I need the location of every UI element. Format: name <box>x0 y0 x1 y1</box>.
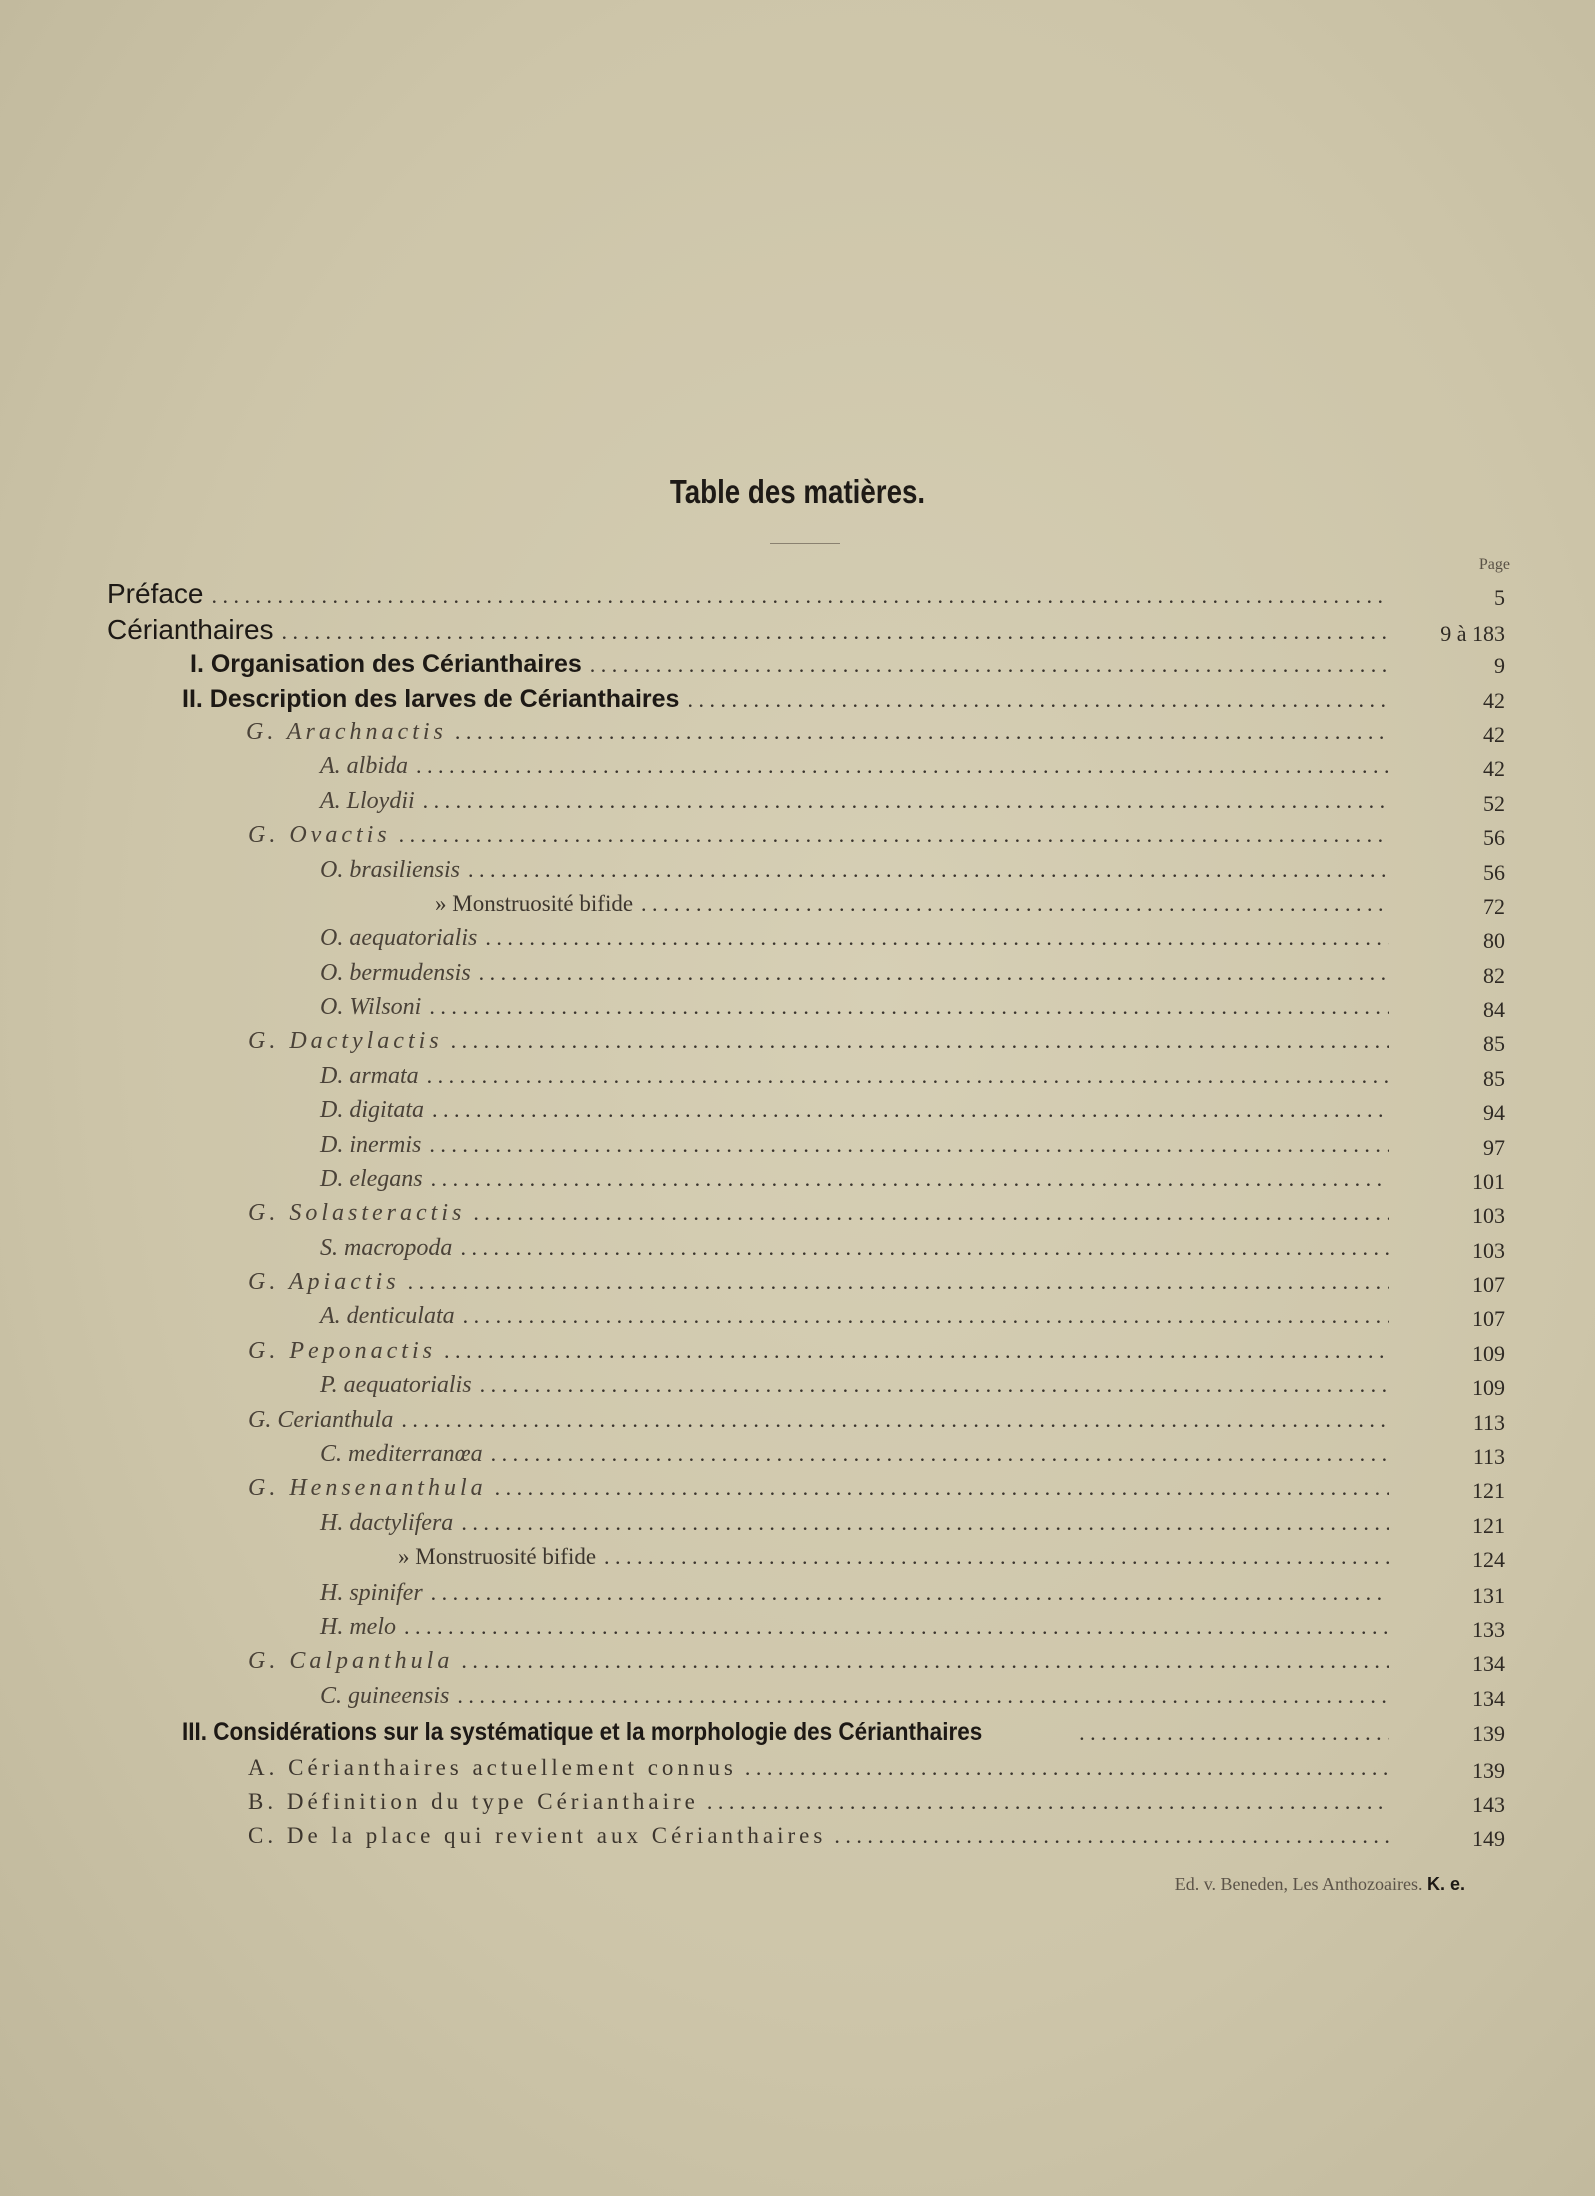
leader-dots <box>429 994 1389 1020</box>
toc-entry-label: G. Apiactis <box>248 1269 400 1295</box>
toc-entry-label: O. bermudensis <box>320 960 471 986</box>
leader-dots <box>401 1407 1389 1433</box>
toc-entry-label: H. dactylifera <box>320 1510 454 1536</box>
toc-entry-page: 103 <box>1472 1203 1505 1228</box>
toc-entry-page: 94 <box>1483 1100 1505 1125</box>
leader-dots <box>604 1544 1389 1570</box>
leader-dots <box>463 1303 1389 1329</box>
toc-entry-label: O. brasiliensis <box>320 857 461 883</box>
toc-entry-label: O. Wilsoni <box>320 994 422 1020</box>
toc-entry <box>248 1407 1397 1441</box>
toc-entry <box>182 685 1397 719</box>
leader-dots <box>416 753 1389 779</box>
toc-entry <box>248 1755 1397 1789</box>
toc-entry-page: 131 <box>1472 1583 1505 1608</box>
page-title: Table des matières. <box>669 473 926 510</box>
leader-dots <box>1079 1720 1389 1746</box>
toc-entry <box>320 994 1397 1028</box>
toc-entry <box>320 1063 1397 1097</box>
toc-entry-label: D. digitata <box>320 1097 425 1123</box>
toc-entry-page: 139 <box>1472 1721 1505 1746</box>
toc-entry-label: A. Lloydii <box>320 788 415 814</box>
toc-entry <box>320 1683 1397 1717</box>
toc-entry-page: 80 <box>1483 928 1505 953</box>
toc-entry <box>248 1823 1397 1857</box>
toc-entry-label: G. Dactylactis <box>248 1028 443 1054</box>
toc-entry-label: H. spinifer <box>320 1580 423 1606</box>
leader-dots <box>495 1475 1389 1501</box>
toc-entry-label: G. Hensenanthula <box>248 1475 487 1501</box>
toc-entry <box>320 1132 1397 1166</box>
toc-entry-page: 82 <box>1483 963 1505 988</box>
toc-entry-page: 103 <box>1472 1238 1505 1263</box>
leader-dots <box>451 1028 1389 1054</box>
footer-text: Ed. v. Beneden, Les Anthozoaires. <box>1174 1874 1423 1894</box>
leader-dots <box>404 1614 1389 1640</box>
toc-entry-page: 84 <box>1483 997 1505 1022</box>
toc-entry <box>320 1303 1397 1337</box>
toc-entry <box>320 960 1397 994</box>
toc-entry-page: 107 <box>1472 1272 1505 1297</box>
toc-entry-page: 124 <box>1472 1547 1505 1572</box>
footer-citation <box>1000 1874 1465 1895</box>
toc-entry-page: 107 <box>1472 1306 1505 1331</box>
toc-entry <box>320 753 1397 787</box>
toc-entry-label: C. mediterranœa <box>320 1441 483 1467</box>
leader-dots <box>461 1510 1389 1536</box>
leader-dots <box>461 1648 1389 1674</box>
toc-entry <box>182 1718 1397 1752</box>
leader-dots <box>590 652 1389 678</box>
toc-entry-page: 42 <box>1483 722 1505 747</box>
toc-entry-page: 56 <box>1483 825 1505 850</box>
leader-dots <box>745 1755 1389 1781</box>
leader-dots <box>431 1166 1389 1192</box>
leader-dots <box>707 1789 1389 1815</box>
toc-entry-label: D. elegans <box>320 1166 423 1192</box>
leader-dots <box>485 925 1389 951</box>
toc-entry-label: A. albida <box>320 753 408 779</box>
leader-dots <box>457 1683 1389 1709</box>
leader-dots <box>408 1269 1389 1295</box>
leader-dots <box>479 960 1389 986</box>
toc-entry <box>398 1544 1397 1578</box>
toc-entry-label: » Monstruosité bifide <box>435 891 634 916</box>
leader-dots <box>282 619 1389 645</box>
toc-entry-label: O. aequatorialis <box>320 925 478 951</box>
footer-mark: K. e. <box>1426 1874 1465 1894</box>
toc-entry <box>107 578 1397 612</box>
toc-entry-label: C. guineensis <box>320 1683 450 1709</box>
toc-entry <box>320 1097 1397 1131</box>
toc-entry-label: » Monstruosité bifide <box>398 1544 597 1569</box>
toc-entry-page: 134 <box>1472 1651 1505 1676</box>
toc-entry-page: 113 <box>1472 1444 1505 1469</box>
toc-entry <box>320 788 1397 822</box>
toc-entry <box>190 650 1397 684</box>
toc-entry <box>435 891 1397 925</box>
toc-entry-page: 109 <box>1472 1375 1505 1400</box>
toc-entry-label: G. Ovactis <box>248 822 391 848</box>
toc-entry-label: G. Arachnactis <box>246 719 447 745</box>
page-column-header: Page <box>1478 556 1510 573</box>
leader-dots <box>429 1132 1389 1158</box>
toc-entry-label: H. melo <box>320 1614 396 1640</box>
toc-entry-label: A. Cérianthaires actuellement connus <box>248 1755 737 1780</box>
toc-entry-page: 143 <box>1472 1792 1505 1817</box>
toc-entry-page: 101 <box>1472 1169 1505 1194</box>
toc-entry-label: B. Définition du type Cérianthaire <box>248 1789 699 1814</box>
leader-dots <box>468 857 1389 883</box>
toc-entry-label: S. macropoda <box>320 1235 453 1261</box>
toc-entry <box>320 1580 1397 1614</box>
toc-entry <box>248 1028 1397 1062</box>
toc-entry-page: 9 <box>1494 653 1505 678</box>
toc-entry-label: C. De la place qui revient aux Cérianthaires <box>248 1823 827 1848</box>
toc-entry-page: 52 <box>1483 791 1505 816</box>
toc-entry-page: 5 <box>1494 585 1505 610</box>
toc-entry-page: 134 <box>1472 1686 1505 1711</box>
toc-entry-page: 121 <box>1472 1478 1505 1503</box>
toc-entry <box>320 1235 1397 1269</box>
leader-dots <box>473 1200 1389 1226</box>
toc-entry-label: G. Solasteractis <box>248 1200 466 1226</box>
toc-entry-page: 9 à 183 <box>1440 621 1505 646</box>
toc-entry-page: 121 <box>1472 1513 1505 1538</box>
toc-entry-page: 109 <box>1472 1341 1505 1366</box>
leader-dots <box>491 1441 1389 1467</box>
toc-entry <box>107 614 1397 648</box>
toc-entry <box>248 1648 1397 1682</box>
leader-dots <box>212 583 1390 609</box>
toc-entry-page: 56 <box>1483 860 1505 885</box>
toc-entry-label: G. Cerianthula <box>248 1407 394 1433</box>
toc-entry-label: G. Calpanthula <box>248 1648 454 1674</box>
toc-entry <box>320 1372 1397 1406</box>
toc-entry-page: 85 <box>1483 1066 1505 1091</box>
toc-entry <box>248 1200 1397 1234</box>
toc-entry <box>248 1475 1397 1509</box>
toc-entry-label: D. inermis <box>320 1132 422 1158</box>
toc-entry <box>248 822 1397 856</box>
toc-entry <box>248 1269 1397 1303</box>
leader-dots <box>687 687 1389 713</box>
leader-dots <box>834 1823 1389 1849</box>
toc-entry-page: 72 <box>1483 894 1505 919</box>
toc-entry-label: Cérianthaires <box>107 614 274 645</box>
toc-entry <box>248 1338 1397 1372</box>
toc-entry-page: 42 <box>1483 756 1505 781</box>
leader-dots <box>460 1235 1389 1261</box>
leader-dots <box>399 822 1389 848</box>
toc-entry <box>320 1510 1397 1544</box>
leader-dots <box>432 1097 1389 1123</box>
toc-entry-label: G. Peponactis <box>248 1338 436 1364</box>
leader-dots <box>455 719 1389 745</box>
toc-entry-label: II. Description des larves de Cérianthaires <box>182 685 680 713</box>
leader-dots <box>423 788 1389 814</box>
toc-entry <box>320 1614 1397 1648</box>
toc-entry-page: 113 <box>1472 1410 1505 1435</box>
leader-dots <box>444 1338 1389 1364</box>
toc-entry-label: D. armata <box>320 1063 419 1089</box>
toc-entry <box>320 1166 1397 1200</box>
toc-entry <box>320 857 1397 891</box>
toc-entry-page: 139 <box>1472 1758 1505 1783</box>
toc-entry-page: 85 <box>1483 1031 1505 1056</box>
toc-entry-page: 42 <box>1483 688 1505 713</box>
toc-entry-label: A. denticulata <box>320 1303 455 1329</box>
toc-entry-label: Préface <box>107 578 204 609</box>
leader-dots <box>431 1580 1389 1606</box>
toc-entry-label: P. aequatorialis <box>320 1372 472 1398</box>
toc-entry-page: 97 <box>1483 1135 1505 1160</box>
leader-dots <box>427 1063 1389 1089</box>
toc-entry-page: 133 <box>1472 1617 1505 1642</box>
toc-entry-label: I. Organisation des Cérianthaires <box>190 650 582 678</box>
toc-entry <box>246 719 1397 753</box>
toc-entry <box>320 1441 1397 1475</box>
leader-dots <box>480 1372 1389 1398</box>
toc-entry <box>320 925 1397 959</box>
toc-entry-label: III. Considérations sur la systématique et la morphologie des Cérianthaires <box>182 1718 983 1746</box>
leader-dots <box>641 891 1389 917</box>
toc-entry-page: 149 <box>1472 1826 1505 1851</box>
toc-entry <box>248 1789 1397 1823</box>
